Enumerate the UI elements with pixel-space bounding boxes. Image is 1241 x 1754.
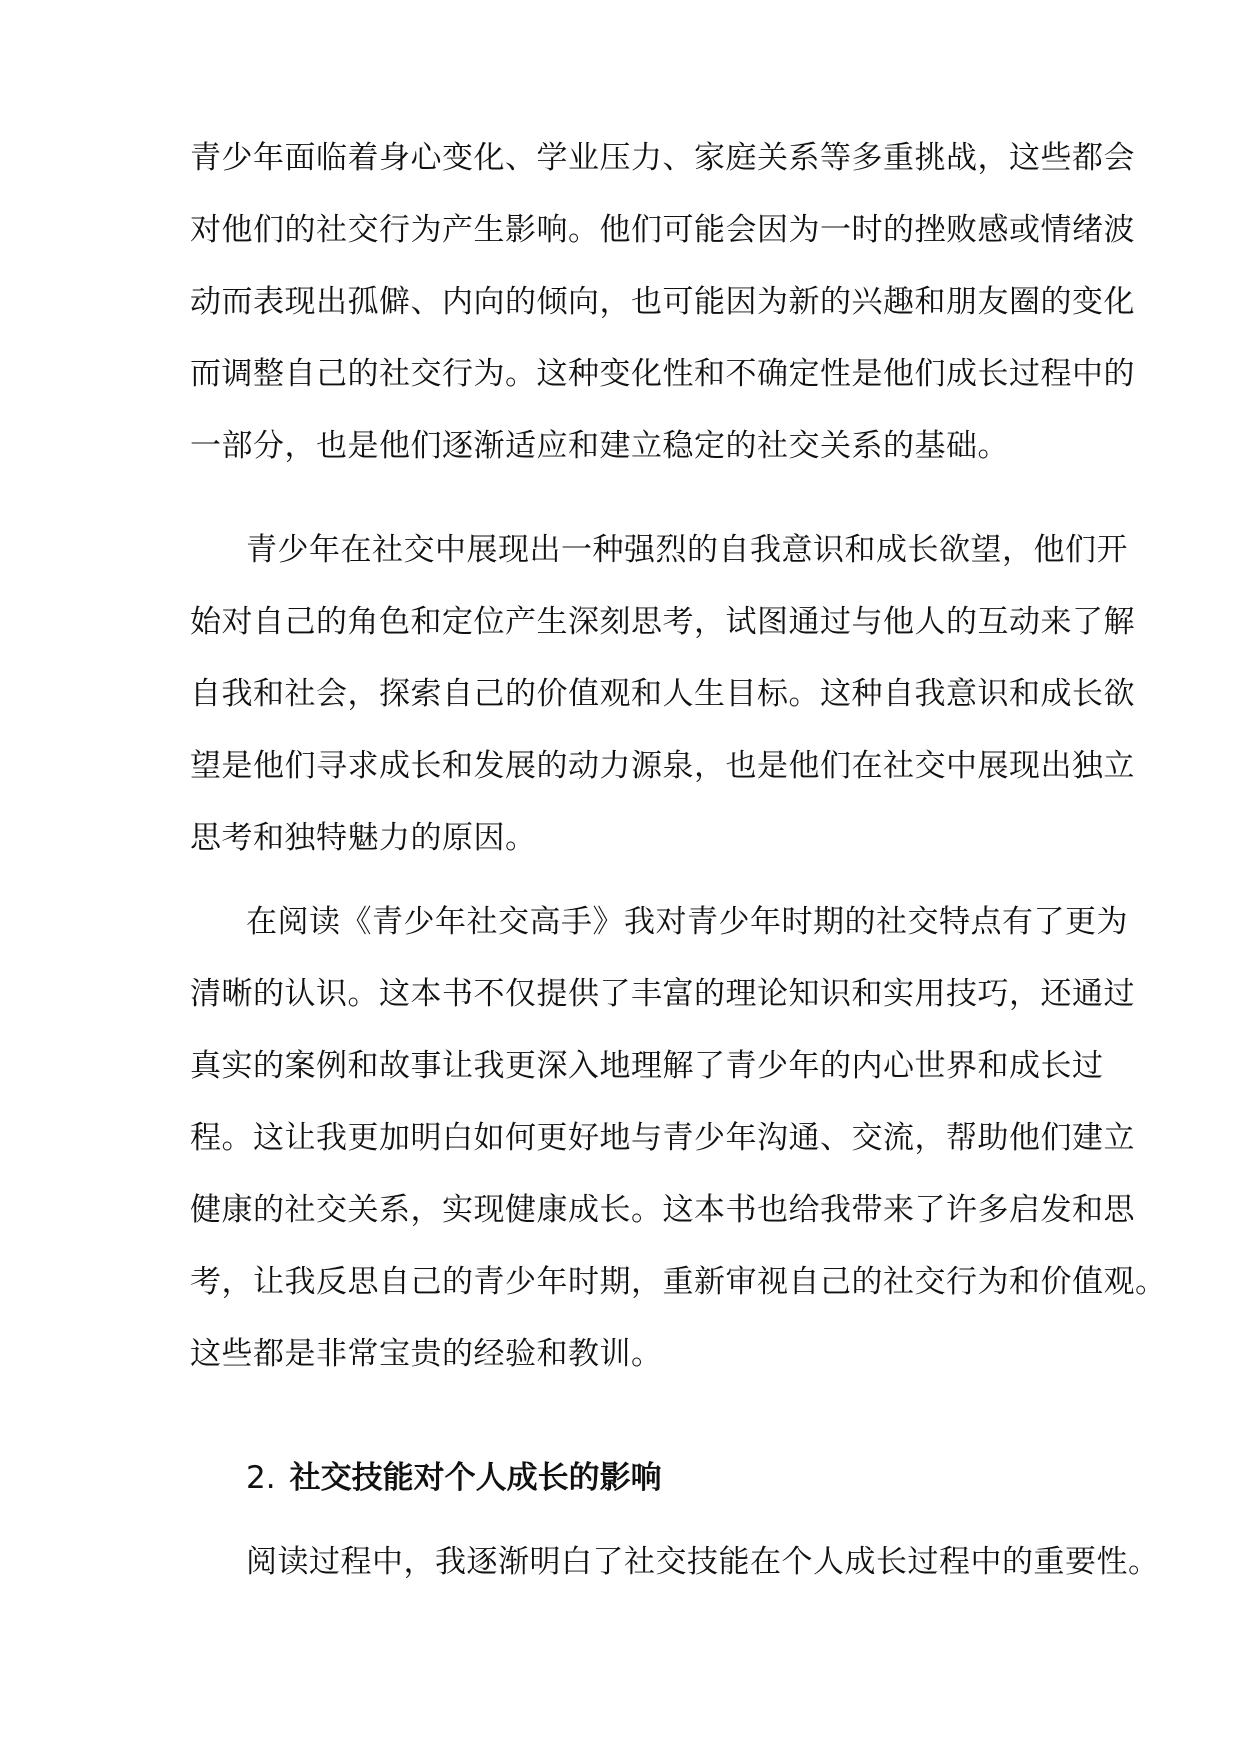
paragraph-line: 在阅读《青少年社交高手》我对青少年时期的社交特点有了更为 xyxy=(246,904,1128,940)
paragraph-line: 这些都是非常宝贵的经验和教训。 xyxy=(190,1336,663,1372)
section-title: 社交技能对个人成长的影响 xyxy=(289,1460,662,1496)
paragraph-line: 动而表现出孤僻、内向的倾向，也可能因为新的兴趣和朋友圈的变化 xyxy=(190,284,1135,320)
paragraph-line: 程。这让我更加明白如何更好地与青少年沟通、交流，帮助他们建立 xyxy=(190,1120,1135,1156)
paragraph-line: 自我和社会，探索自己的价值观和人生目标。这种自我意识和成长欲 xyxy=(190,676,1135,712)
paragraph-line: 健康的社交关系，实现健康成长。这本书也给我带来了许多启发和思 xyxy=(190,1192,1135,1228)
paragraph-line: 而调整自己的社交行为。这种变化性和不确定性是他们成长过程中的 xyxy=(190,356,1135,392)
paragraph-line: 一部分，也是他们逐渐适应和建立稳定的社交关系的基础。 xyxy=(190,428,1009,464)
closing-paragraph-line: 阅读过程中，我逐渐明白了社交技能在个人成长过程中的重要性。 xyxy=(246,1544,1160,1580)
section-number: 2. xyxy=(246,1460,276,1496)
paragraph-line: 始对自己的角色和定位产生深刻思考，试图通过与他人的互动来了解 xyxy=(190,604,1135,640)
paragraph-line: 清晰的认识。这本书不仅提供了丰富的理论知识和实用技巧，还通过 xyxy=(190,976,1135,1012)
paragraph-line: 青少年在社交中展现出一种强烈的自我意识和成长欲望，他们开 xyxy=(246,532,1128,568)
section-heading xyxy=(246,1458,662,1498)
paragraph-line: 对他们的社交行为产生影响。他们可能会因为一时的挫败感或情绪波 xyxy=(190,212,1135,248)
paragraph-line: 思考和独特魅力的原因。 xyxy=(190,820,537,856)
paragraph-line: 青少年面临着身心变化、学业压力、家庭关系等多重挑战，这些都会 xyxy=(190,140,1135,176)
paragraph-line: 真实的案例和故事让我更深入地理解了青少年的内心世界和成长过 xyxy=(190,1048,1104,1084)
paragraph-line: 望是他们寻求成长和发展的动力源泉，也是他们在社交中展现出独立 xyxy=(190,748,1135,784)
paragraph-line: 考，让我反思自己的青少年时期，重新审视自己的社交行为和价值观。 xyxy=(190,1264,1167,1300)
